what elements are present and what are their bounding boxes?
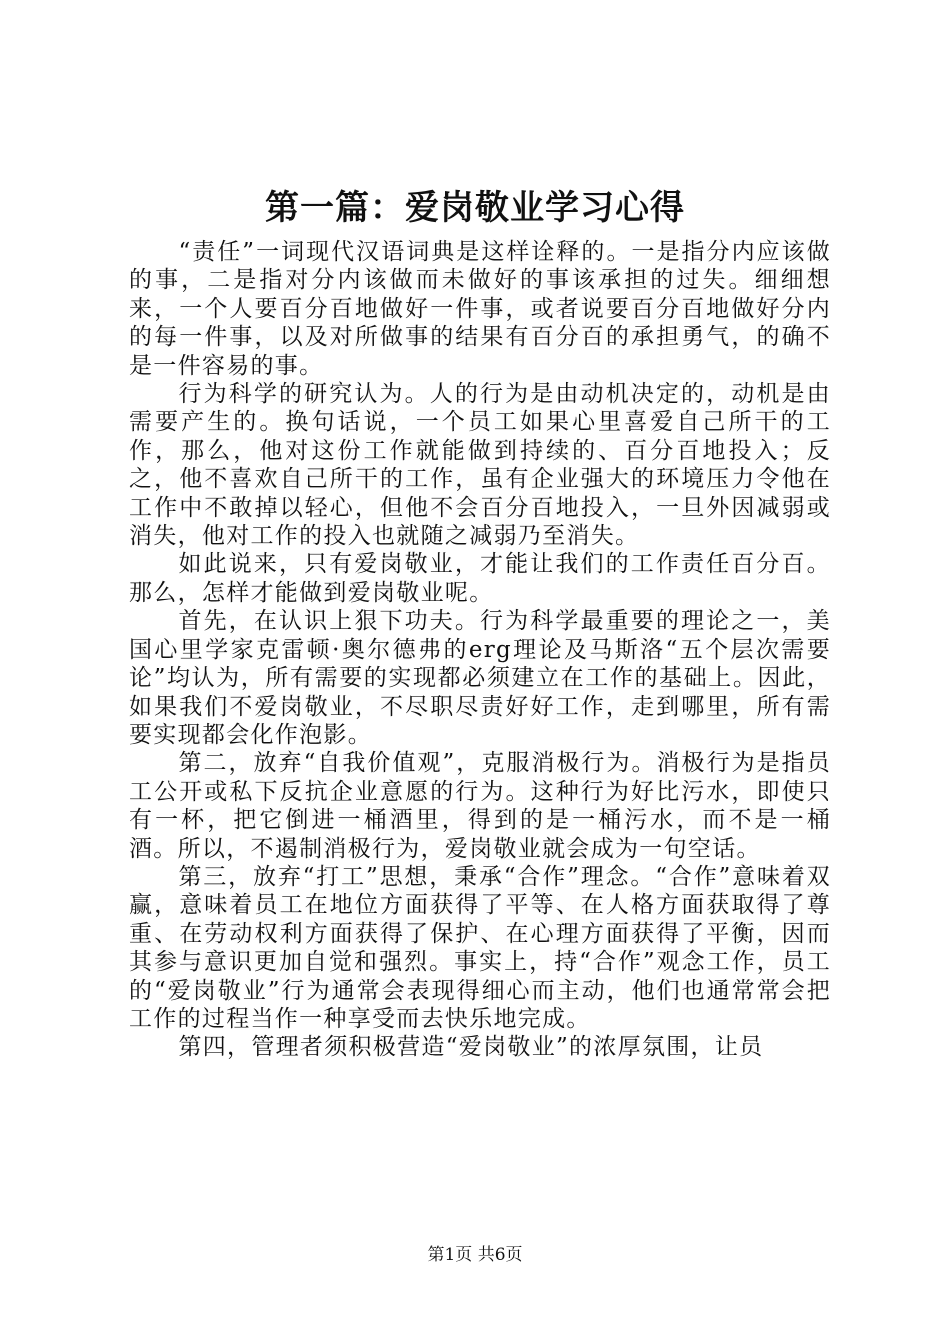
paragraph-3: 如此说来，只有爱岗敬业，才能让我们的工作责任百分百。那么，怎样才能做到爱岗敬业呢。 xyxy=(129,551,831,606)
paragraph-7: 第四，管理者须积极营造“爱岗敬业”的浓厚氛围，让员 xyxy=(178,1034,764,1061)
page-number-footer: 第1页 共6页 xyxy=(427,1245,523,1265)
paragraph-5: 第二，放弃“自我价值观”，克服消极行为。消极行为是指员工公开或私下反抗企业意愿的行为。这种行为好比污水，即使只有一杯，把它倒进一桶酒里，得到的是一桶污水，而不是一桶酒。所以，不遏制消极行为，爱岗敬业就会成为一句空话。 xyxy=(129,750,831,862)
paragraph-6: 第三，放弃“打工”思想，秉承“合作”理念。“合作”意味着双赢，意味着员工在地位方面获得了平等、在人格方面获取得了尊重、在劳动权利方面获得了保护、在心理方面获得了平衡，因而其参与意识更加自觉和强烈。事实上，持“合作”观念工作，员工的“爱岗敬业”行为通常会表现得细心而主动，他们也通常常会把工作的过程当作一种享受而去快乐地完成。 xyxy=(129,863,831,1032)
document-title: 第一篇：爱岗敬业学习心得 xyxy=(265,188,685,228)
document-body xyxy=(129,238,831,1062)
paragraph-2: 行为科学的研究认为。人的行为是由动机决定的，动机是由需要产生的。换句话说，一个员工如果心里喜爱自己所干的工作，那么，他对这份工作就能做到持续的、百分百地投入；反之，他不喜欢自己所干的工作，虽有企业强大的环境压力令他在工作中不敢掉以轻心，但他不会百分百地投入，一旦外因减弱或消失，他对工作的投入也就随之减弱乃至消失。 xyxy=(129,381,831,550)
paragraph-4: 首先，在认识上狠下功夫。行为科学最重要的理论之一，美国心里学家克雷顿·奥尔德弗的erg理论及马斯洛“五个层次需要论”均认为，所有需要的实现都必须建立在工作的基础上。因此，如果我们不爱岗敬业，不尽职尽责好好工作，走到哪里，所有需要实现都会化作泡影。 xyxy=(129,608,831,748)
paragraph-1: “责任”一词现代汉语词典是这样诠释的。一是指分内应该做的事，二是指对分内该做而未做好的事该承担的过失。细细想来，一个人要百分百地做好一件事，或者说要百分百地做好分内的每一件事，以及对所做事的结果有百分百的承担勇气，的确不是一件容易的事。 xyxy=(129,239,831,379)
